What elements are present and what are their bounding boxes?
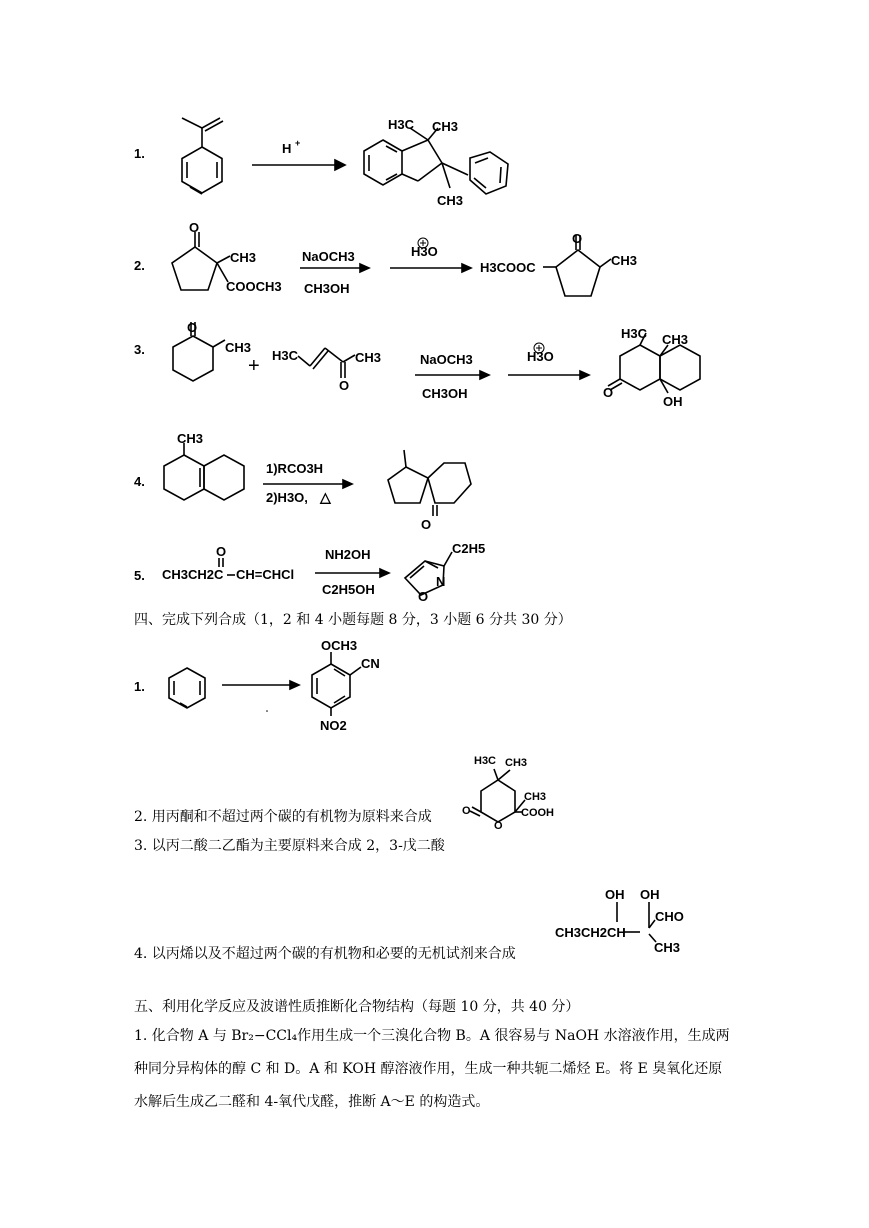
r1-product-me1: H3C xyxy=(388,117,415,132)
r3-sm-o: O xyxy=(187,320,198,335)
r3-product-o: O xyxy=(603,385,614,400)
q4-cho: CHO xyxy=(655,909,684,924)
r5-sm-right: CH=CHCl xyxy=(236,567,295,582)
r3-product-me1: H3C xyxy=(621,326,648,341)
q2-me2: CH3 xyxy=(505,757,528,769)
r5-product-o: O xyxy=(418,589,429,604)
r5-sm-o: O xyxy=(216,544,227,559)
q4-oh1: OH xyxy=(605,887,625,902)
reaction-4-number: 4. xyxy=(134,474,145,489)
problem-1-line-1: 1. 化合物 A 与 Br₂−CCl₄作用生成一个三溴化合物 B。A 很容易与 NaOH 水溶液作用，生成两 xyxy=(134,1028,730,1044)
synthesis-1-number: 1. xyxy=(134,679,145,694)
r2-product-ester: H3COOC xyxy=(480,260,536,275)
q4-chain: CH3CH2CH xyxy=(555,925,626,940)
r3-step2: H3O xyxy=(527,349,554,364)
r2-sm-me: CH3 xyxy=(230,250,257,265)
r1-reagent: H xyxy=(282,141,292,156)
reaction-2-number: 2. xyxy=(134,258,145,273)
r4-heat: △ xyxy=(320,489,331,505)
r4-sm-me: CH3 xyxy=(177,431,204,446)
q1-no2: NO2 xyxy=(320,718,347,733)
r2-reagent-top: NaOCH3 xyxy=(302,249,355,264)
r2-sm-o: O xyxy=(189,220,200,235)
r2-product-o: O xyxy=(572,231,583,246)
problem-1-line-2: 种同分异构体的醇 C 和 D。A 和 KOH 醇溶液作用，生成一种共轭二烯烃 E。将 E 臭氧化还原 xyxy=(134,1061,723,1077)
r5-product-n: N xyxy=(436,574,446,589)
r3-product-me2: CH3 xyxy=(662,332,689,347)
q2-carbonyl-o: O xyxy=(462,805,471,817)
r3-enone-right: CH3 xyxy=(355,350,382,365)
r3-enone-left: H3C xyxy=(272,348,299,363)
r1-reagent-sup: + xyxy=(295,138,301,148)
synthesis-4-text: 4. 以丙烯以及不超过两个碳的有机物和必要的无机试剂来合成 xyxy=(134,946,516,962)
q4-me: CH3 xyxy=(654,940,681,955)
r1-product-me3: CH3 xyxy=(437,193,464,208)
r1-product-me2: CH3 xyxy=(432,119,459,134)
r2-reagent-bottom: CH3OH xyxy=(304,281,350,296)
q2-ring-o: O xyxy=(494,820,503,832)
r3-sm-me: CH3 xyxy=(225,340,252,355)
r2-product-me: CH3 xyxy=(611,253,638,268)
q2-me1: H3C xyxy=(474,755,497,767)
r3-product-oh: OH xyxy=(663,394,683,409)
r4-product-o: O xyxy=(421,517,432,532)
q1-ome: OCH3 xyxy=(321,638,358,653)
r5-reagent-bottom: C2H5OH xyxy=(322,582,375,597)
reaction-3-number: 3. xyxy=(134,342,145,357)
r3-enone-o: O xyxy=(339,378,350,393)
q1-cn: CN xyxy=(361,656,380,671)
synthesis-3-text: 3. 以丙二酸二乙酯为主要原料来合成 2，3-戊二酸 xyxy=(134,838,445,854)
r5-product-et: C2H5 xyxy=(452,541,486,556)
r3-reagent-top: NaOCH3 xyxy=(420,352,473,367)
r4-reagent-bottom: 2)H3O, xyxy=(266,490,308,505)
r3-plus: + xyxy=(248,355,260,377)
problem-1-line-3: 水解后生成乙二醛和 4-氧代戊醛，推断 A～E 的构造式。 xyxy=(134,1094,490,1110)
q2-cooh: COOH xyxy=(521,807,554,819)
r2-sm-ester: COOCH3 xyxy=(226,279,282,294)
synthesis-2-text: 2. 用丙酮和不超过两个碳的有机物为原料来合成 xyxy=(134,809,432,825)
r5-reagent-top: NH2OH xyxy=(325,547,371,562)
r3-reagent-bottom: CH3OH xyxy=(422,386,468,401)
reaction-1-number: 1. xyxy=(134,146,145,161)
reaction-5-number: 5. xyxy=(134,568,145,583)
r2-step2: H3O xyxy=(411,244,438,259)
section-5-heading: 五、利用化学反应及波谱性质推断化合物结构（每题 10 分，共 40 分） xyxy=(134,999,580,1015)
section-4-heading: 四、完成下列合成（1，2 和 4 小题每题 8 分，3 小题 6 分共 30 分） xyxy=(134,612,572,628)
q2-me3: CH3 xyxy=(524,791,547,803)
r4-reagent-top: 1)RCO3H xyxy=(266,461,324,476)
q4-oh2: OH xyxy=(640,887,660,902)
r5-sm-left: CH3CH2C xyxy=(162,567,224,582)
